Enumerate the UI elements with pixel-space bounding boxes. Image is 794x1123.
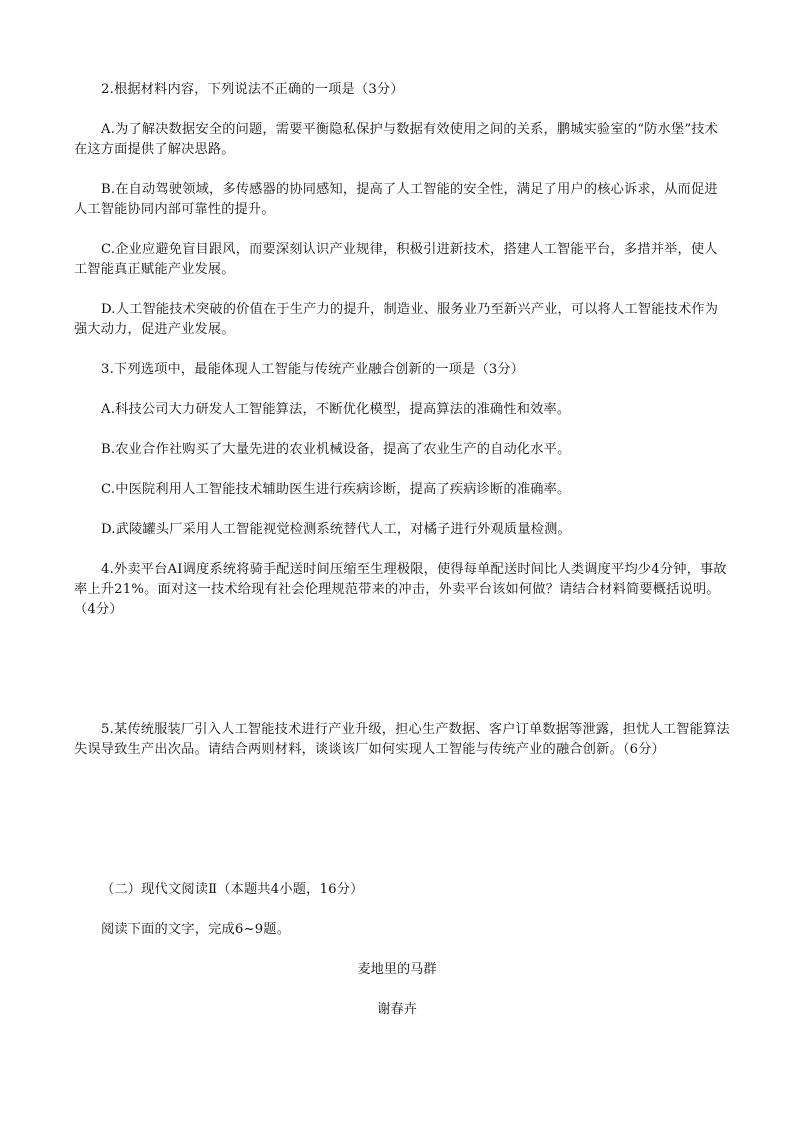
question-2-option-d: D.人工智能技术突破的价值在于生产力的提升，制造业、服务业乃至新兴产业，可以将人工智能技术作为强大动力，促进产业发展。	[74, 302, 719, 337]
question-3-option-d: D.武陵罐头厂采用人工智能视觉检测系统替代人工，对橘子进行外观质量检测。	[101, 522, 571, 537]
reading-instruction: 阅读下面的文字，完成6~9题。	[101, 922, 291, 937]
question-2-option-c: C.企业应避免盲目跟风，而要深刻认识产业规律，积极引进新技术，搭建人工智能平台，多措并举，使人工智能真正赋能产业发展。	[74, 242, 718, 277]
article-title: 麦地里的马群	[357, 962, 437, 977]
question-2-option-b: B.在自动驾驶领域，多传感器的协同感知，提高了人工智能的安全性，满足了用户的核心诉求，从而促进人工智能协同内部可靠性的提升。	[74, 182, 718, 217]
article-author: 谢春卉	[377, 1002, 417, 1017]
question-3-option-c: C.中医院利用人工智能技术辅助医生进行疾病诊断，提高了疾病诊断的准确率。	[101, 482, 571, 497]
question-5-stem: 5.某传统服装厂引入人工智能技术进行产业升级，担心生产数据、客户订单数据等泄露，担忧人工智能算法失误导致生产出次品。请结合两则材料，谈谈该厂如何实现人工智能与传统产业的融合创新。（6分）	[74, 722, 730, 757]
question-3-option-b: B.农业合作社购买了大量先进的农业机械设备，提高了农业生产的自动化水平。	[101, 442, 571, 457]
question-3-stem: 3.下列选项中，最能体现人工智能与传统产业融合创新的一项是（3分）	[101, 362, 525, 377]
question-3-option-a: A.科技公司大力研发人工智能算法，不断优化模型，提高算法的准确性和效率。	[101, 402, 571, 417]
section-heading: （二）现代文阅读Ⅱ（本题共4小题，16分）	[101, 882, 364, 897]
question-4-stem: 4.外卖平台AI调度系统将骑手配送时间压缩至生理极限，使得每单配送时间比人类调度平均少4分钟，事故率上升21%。面对这一技术给现有社会伦理规范带来的冲击，外卖平台该如何做？请结合材料简要概括说明。（4分）	[74, 562, 727, 617]
question-2-stem: 2.根据材料内容，下列说法不正确的一项是（3分）	[101, 82, 404, 97]
question-2-option-a: A.为了解决数据安全的问题，需要平衡隐私保护与数据有效使用之间的关系，鹏城实验室的“防水堡”技术在这方面提供了解决思路。	[74, 122, 719, 157]
